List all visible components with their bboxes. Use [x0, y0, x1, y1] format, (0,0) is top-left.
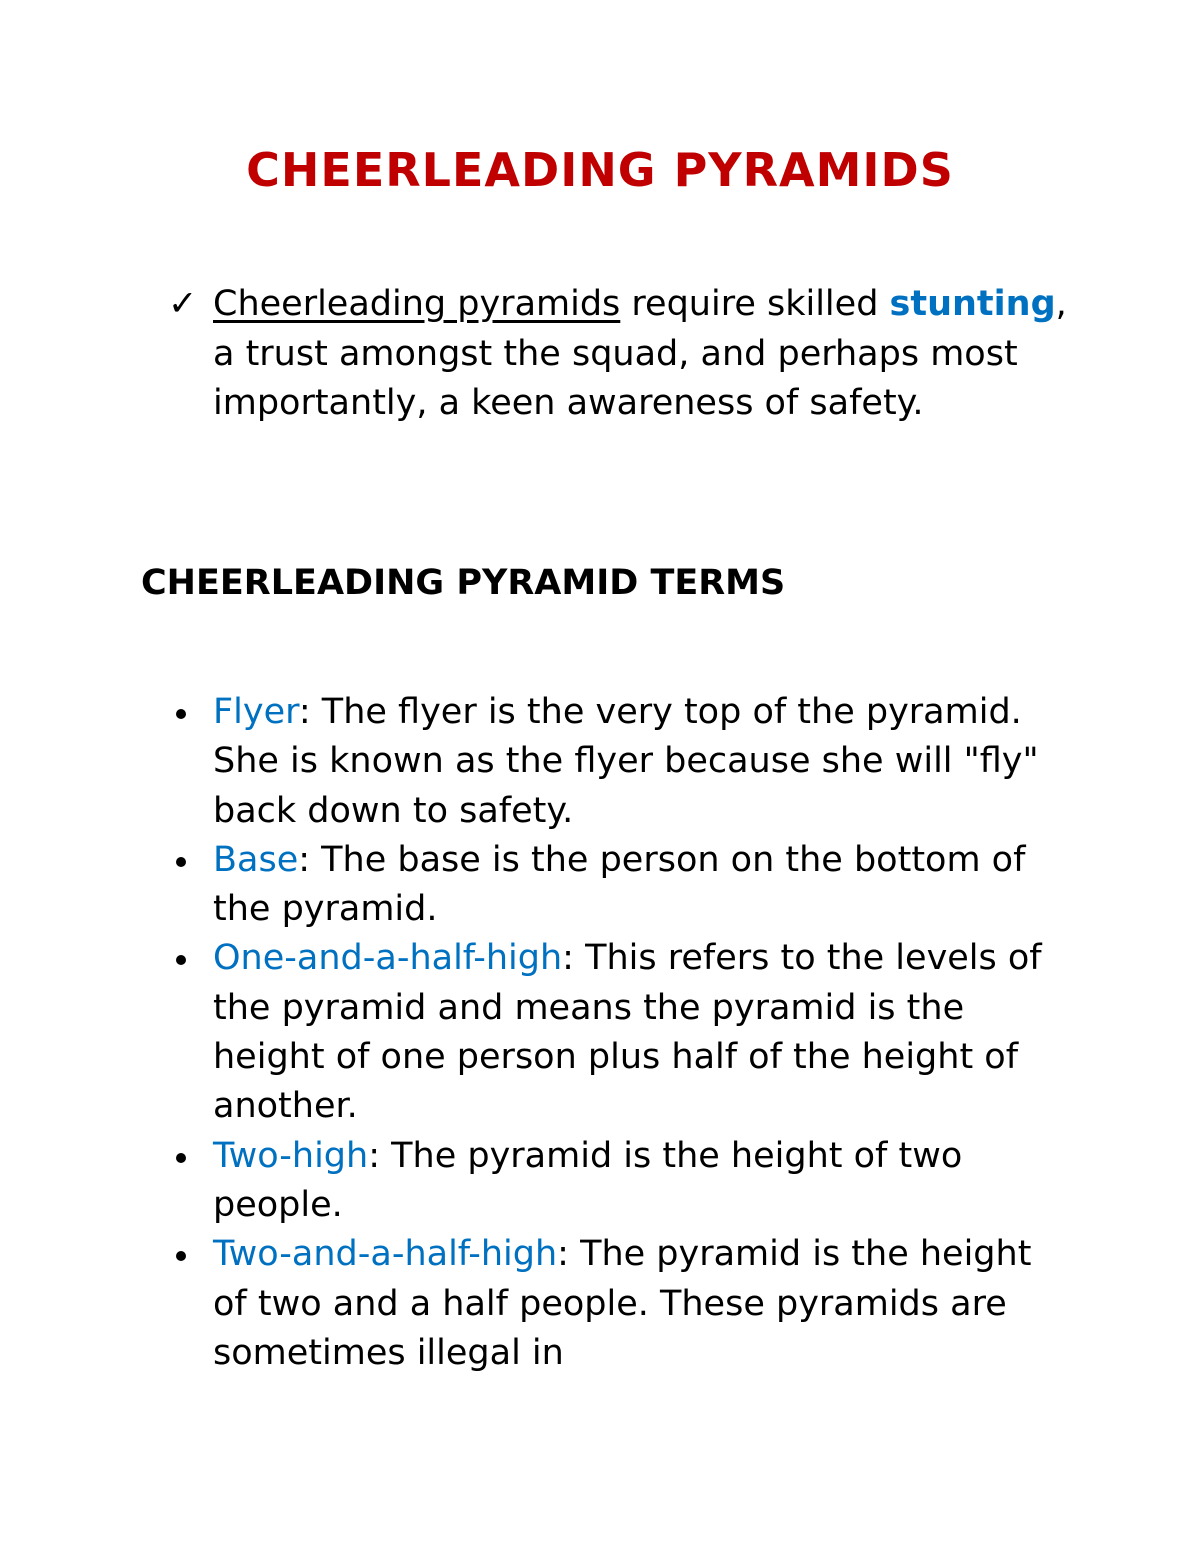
list-item — [168, 688, 1068, 836]
term-name: Two-high — [213, 1135, 369, 1176]
list-item — [168, 836, 1068, 935]
bullet-icon — [176, 955, 186, 965]
checkmark-icon: ✓ — [168, 284, 198, 324]
list-item — [168, 934, 1068, 1131]
page-title: CHEERLEADING PYRAMIDS — [246, 143, 954, 197]
bullet-icon — [176, 1153, 186, 1163]
list-item — [168, 1230, 1068, 1378]
bullet-icon — [176, 709, 186, 719]
term-definition: : This refers to the levels of the pyramid and means the pyramid is the height of one person plus half of the height of another. — [213, 938, 1042, 1127]
term-name: Base — [213, 839, 299, 880]
term-definition: : The pyramid is the height of two and a half people. These pyramids are sometimes illegal in — [213, 1234, 1032, 1373]
list-item — [168, 1132, 1068, 1231]
intro-paragraph — [213, 280, 1068, 429]
bullet-icon — [176, 857, 186, 867]
term-name: One-and-a-half-high — [213, 938, 563, 979]
intro-emphasis: stunting — [889, 284, 1056, 324]
term-name: Two-and-a-half-high — [213, 1234, 558, 1275]
term-name: Flyer — [213, 692, 299, 732]
section-heading: CHEERLEADING PYRAMID TERMS — [141, 563, 786, 603]
term-definition: : The pyramid is the height of two people. — [213, 1135, 963, 1225]
intro-checklist-item — [168, 280, 1068, 429]
intro-underlined-phrase: Cheerleading pyramids — [213, 284, 621, 324]
bullet-icon — [176, 1251, 186, 1261]
term-definition: : The flyer is the very top of the pyramid. She is known as the flyer because she will "fly" back down to safety. — [213, 692, 1039, 831]
intro-text-after-emphasis: , a trust amongst the squad, and perhaps most importantly, a keen awareness of safety. — [213, 284, 1067, 423]
intro-text-before-emphasis: require skilled — [620, 284, 890, 324]
terms-list — [168, 688, 1068, 1378]
term-definition: : The base is the person on the bottom of the pyramid. — [213, 839, 1026, 930]
